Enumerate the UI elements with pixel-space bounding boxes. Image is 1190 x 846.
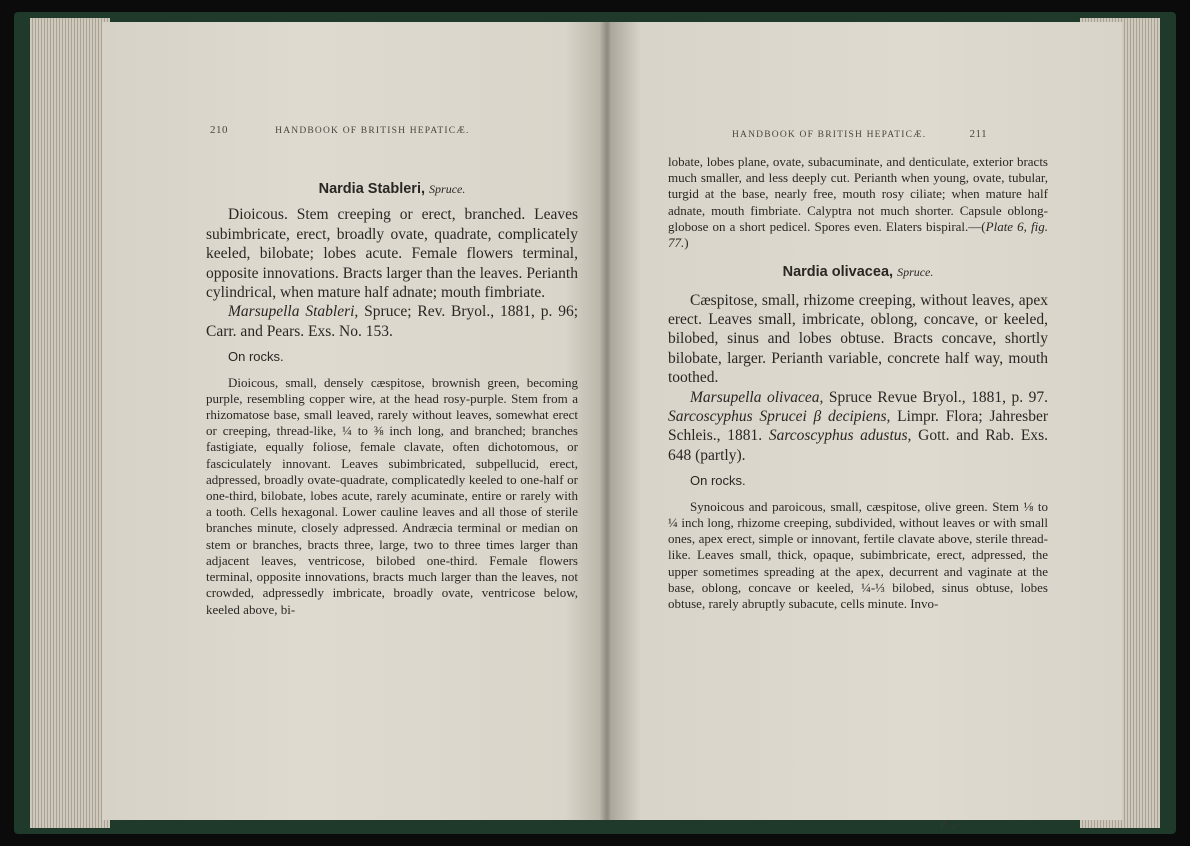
species-authority: Spruce. xyxy=(897,265,934,280)
species-heading-stableri xyxy=(206,180,578,199)
right-running-head xyxy=(732,128,987,140)
synonym-reference: Spruce; Rev. Bryol., 1881, p. 96; Carr. and Pears. Exs. No. 153. xyxy=(206,303,578,340)
right-page xyxy=(610,22,1122,831)
synonym-reference: Spruce Revue Bryol., 1881, p. 97. xyxy=(828,388,1048,406)
locality-note: On rocks. xyxy=(690,473,746,489)
species-detail: Synoicous and paroicous, small, cæspitose, olive green. Stem ⅛ to ¼ inch long, rhizome creeping, subdivided, without leaves or with small ones, apex erect, simple or innovant, fertile clavate above, sterile thread-like. Leaves small, thick, opaque, subimbricate, erect, adpressed, the upper sometimes spreading at the apex, decurrent and vaginate at the base, oblong, concave or keeled, ¼-⅓ bilobed, sinus obtuse, lobes obtuse, rarely abruptly subacute, cells minute. Invo- xyxy=(668,498,1048,611)
right-page-body xyxy=(668,154,1048,612)
left-running-head xyxy=(210,124,470,136)
left-running-title: HANDBOOK OF BRITISH HEPATICÆ. xyxy=(275,126,470,136)
left-page-body xyxy=(206,180,578,618)
plate-reference: Plate 6, fig. 77. xyxy=(668,218,1048,251)
left-page xyxy=(102,22,605,820)
left-page-number: 210 xyxy=(210,124,228,136)
synonym-name: Sarcoscyphus adustus, xyxy=(768,427,912,445)
right-page-number: 211 xyxy=(969,128,988,140)
left-page-edges xyxy=(30,18,110,828)
synonym-reference: Gott. and Rab. Exs. 648 (partly). xyxy=(668,427,1049,464)
species-description: Cæspitose, small, rhizome creeping, without leaves, apex erect. Leaves small, imbricate, oblong, concave, or keeled, bilobed, sinus and lobes obtuse. Bracts concave, shortly bilobate, larger. Perianth variable, concrete half way, mouth toothed. xyxy=(668,291,1048,387)
species-name: Nardia Stableri, xyxy=(318,181,425,197)
synonym-entries xyxy=(668,388,1048,466)
synonym-name: Marsupella Stableri, xyxy=(228,303,359,321)
species-detail: Dioicous, small, densely cæspitose, brownish green, becoming purple, resembling copper wire, at the head rosy-purple. Stem from a rhizomatose base, small leaved, rarely without leaves, somewhat erect or creeping, thread-like, ¼ to ⅜ inch long, and branched; branches fastigiate, equally foliose, female clavate, often dichotomous, or fasciculately innovant. Leaves subimbricated, subpellucid, erect, adpressed, broadly ovate-quadrate, complicatedly keeled to one-half or one-third, bilobate, lobes acute, rarely acuminate, entire or rarely with a tooth. Cells hexagonal. Lower cauline leaves and all those of sterile branches minute, closely adpressed. Andræcia terminal or median on stem or branches, bracts three, large, two to three times larger than adjacent leaves, ventricose, bilobed one-third. Female flowers terminal, opposite innovations, bracts much larger than the leaves, not crowded, adpressedly imbricate, broadly ovate, ventricose below, keeled above, bi- xyxy=(206,374,578,617)
synonym-name: Marsupella olivacea, xyxy=(690,388,824,406)
continued-description xyxy=(668,154,1048,251)
continued-text-end: ) xyxy=(684,235,689,251)
right-running-title: HANDBOOK OF BRITISH HEPATICÆ. xyxy=(732,130,927,140)
signature-mark: P 2 xyxy=(940,820,959,831)
species-description: Dioicous. Stem creeping or erect, branched. Leaves subimbricate, erect, broadly ovate, quadrate, complicately keeled, bilobate; lobes acute. Female flowers terminal, opposite innovations. Bracts larger than the leaves. Perianth cylindrical, when mature half adnate; mouth fimbriate. xyxy=(206,206,578,302)
species-heading-olivacea xyxy=(668,263,1048,282)
continued-text: lobate, lobes plane, ovate, subacuminate, and denticulate, exterior bracts much smaller, and less deeply cut. Perianth when young, ovate, tubular, turgid at the base, nearly free, mouth rosy ciliate; when mature half adnate, mouth fimbriate. Calyptra not much shorter. Capsule oblong-globose on a short pedicel. Spores even. Elaters bispiral.—( xyxy=(668,154,1048,234)
synonym-reference: Limpr. Flora; Jahresber Schleis., 1881. xyxy=(668,408,1048,445)
synonym-name: Sarcoscyphus Sprucei β decipiens, xyxy=(668,408,891,426)
synonym-entry xyxy=(206,302,578,341)
species-authority: Spruce. xyxy=(429,182,466,196)
locality-note: On rocks. xyxy=(228,349,284,365)
species-name: Nardia olivacea, xyxy=(782,264,894,281)
